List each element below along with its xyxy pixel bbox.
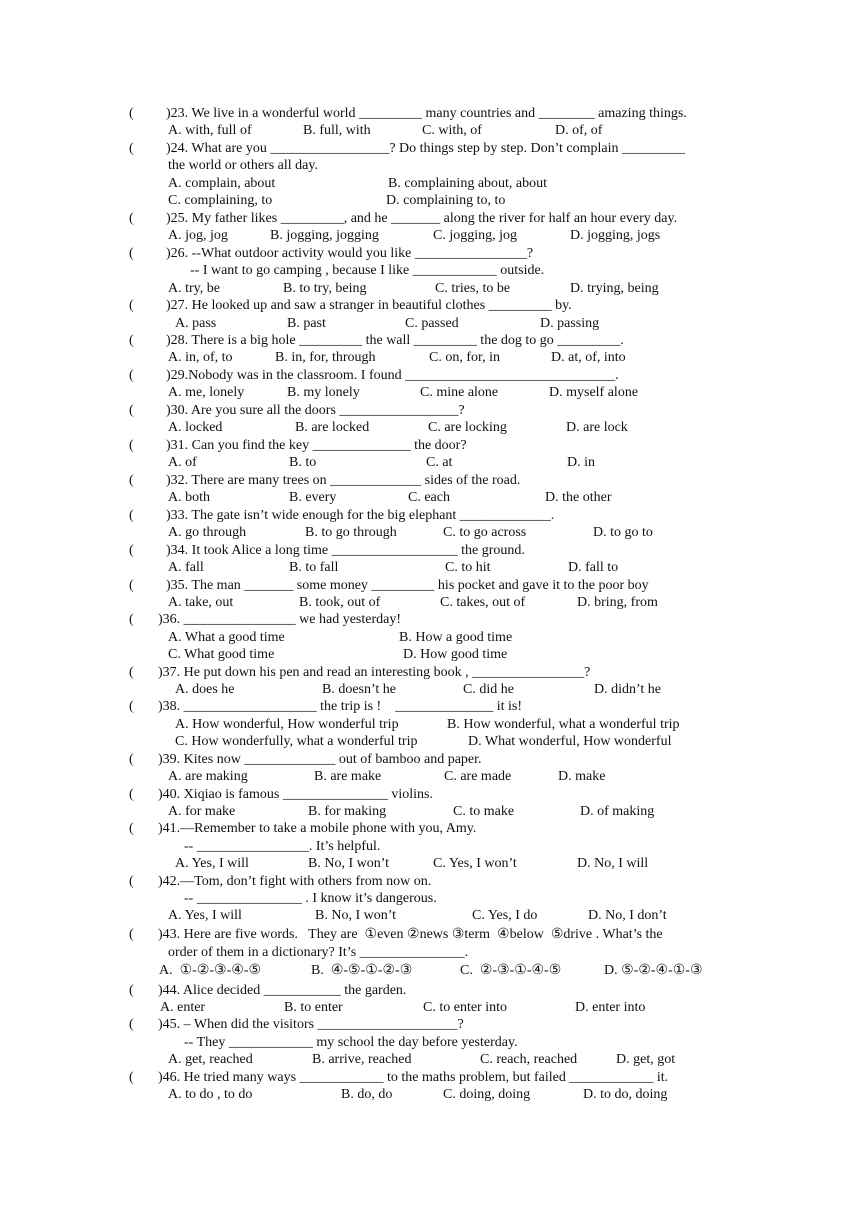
q45-option-b: B. arrive, reached <box>312 1052 412 1067</box>
q42-option-a: A. Yes, I will <box>168 908 242 923</box>
answer-paren: ( <box>129 665 134 680</box>
q43-option-a: A. ①-②-③-④-⑤ <box>159 963 262 978</box>
q38-option-b: B. How wonderful, what a wonderful trip <box>447 717 680 732</box>
q46-option-b: B. do, do <box>341 1087 393 1102</box>
answer-paren: ( <box>129 752 134 767</box>
q39-option-a: A. are making <box>168 769 248 784</box>
question-44-stem: )44. Alice decided ___________ the garden. <box>158 983 407 998</box>
question-45-reply: -- They ____________ my school the day before yesterday. <box>184 1035 518 1050</box>
question-26-reply: -- I want to go camping , because I like ____________ outside. <box>190 263 545 278</box>
q44-option-b: B. to enter <box>284 1000 343 1015</box>
q27-option-a: A. pass <box>175 316 217 331</box>
q31-option-d: D. in <box>567 455 595 470</box>
q33-option-c: C. to go across <box>443 525 527 540</box>
question-34-stem: )34. It took Alice a long time __________________ the ground. <box>166 543 525 558</box>
q36-option-a: A. What a good time <box>168 630 285 645</box>
question-24-stem: )24. What are you _________________? Do things step by step. Don’t complain _________ <box>166 141 685 156</box>
q34-option-a: A. fall <box>168 560 204 575</box>
q24-option-a: A. complain, about <box>168 176 276 191</box>
answer-paren: ( <box>129 1017 134 1032</box>
q30-option-c: C. are locking <box>428 420 507 435</box>
q43-option-b: B. ④-⑤-①-②-③ <box>311 963 413 978</box>
q45-option-d: D. get, got <box>616 1052 676 1067</box>
q27-option-c: C. passed <box>405 316 459 331</box>
q36-option-d: D. How good time <box>403 647 508 662</box>
q33-option-a: A. go through <box>168 525 247 540</box>
q28-option-d: D. at, of, into <box>551 350 626 365</box>
q27-option-b: B. past <box>287 316 326 331</box>
question-37-stem: )37. He put down his pen and read an interesting book , ________________? <box>158 665 591 680</box>
q30-option-a: A. locked <box>168 420 223 435</box>
answer-paren: ( <box>129 983 134 998</box>
q44-option-c: C. to enter into <box>423 1000 507 1015</box>
q37-option-a: A. does he <box>175 682 235 697</box>
answer-paren: ( <box>129 106 134 121</box>
answer-paren: ( <box>129 821 134 836</box>
q45-option-a: A. get, reached <box>168 1052 253 1067</box>
q43-option-d: D. ⑤-②-④-①-③ <box>604 963 703 978</box>
q38-option-d: D. What wonderful, How wonderful <box>468 734 672 749</box>
q44-option-a: A. enter <box>160 1000 206 1015</box>
q23-option-d: D. of, of <box>555 123 603 138</box>
q41-option-c: C. Yes, I won’t <box>433 856 517 871</box>
q29-option-a: A. me, lonely <box>168 385 245 400</box>
q33-option-d: D. to go to <box>593 525 653 540</box>
q32-option-a: A. both <box>168 490 210 505</box>
q36-option-c: C. What good time <box>168 647 275 662</box>
q40-option-d: D. of making <box>580 804 655 819</box>
q41-option-b: B. No, I won’t <box>308 856 390 871</box>
q30-option-d: D. are lock <box>566 420 628 435</box>
question-33-stem: )33. The gate isn’t wide enough for the big elephant _____________. <box>166 508 555 523</box>
q32-option-d: D. the other <box>545 490 612 505</box>
q30-option-b: B. are locked <box>295 420 370 435</box>
q28-option-c: C. on, for, in <box>429 350 500 365</box>
q39-option-b: B. are make <box>314 769 382 784</box>
q35-option-a: A. take, out <box>168 595 234 610</box>
question-42-reply: -- _______________ . I know it’s dangerous. <box>184 891 437 906</box>
q28-option-b: B. in, for, through <box>275 350 376 365</box>
question-25-stem: )25. My father likes _________, and he _______ along the river for half an hour every day. <box>166 211 678 226</box>
q34-option-c: C. to hit <box>445 560 491 575</box>
q26-option-a: A. try, be <box>168 281 220 296</box>
answer-paren: ( <box>129 927 134 942</box>
q39-option-c: C. are made <box>444 769 512 784</box>
answer-paren: ( <box>129 246 134 261</box>
answer-paren: ( <box>129 333 134 348</box>
q34-option-d: D. fall to <box>568 560 619 575</box>
answer-paren: ( <box>129 368 134 383</box>
question-26-stem: )26. --What outdoor activity would you like ________________? <box>166 246 534 261</box>
q25-option-a: A. jog, jog <box>168 228 228 243</box>
q45-option-c: C. reach, reached <box>480 1052 578 1067</box>
q42-option-b: B. No, I won’t <box>315 908 397 923</box>
question-32-stem: )32. There are many trees on _____________ sides of the road. <box>166 473 521 488</box>
question-41-stem: )41.—Remember to take a mobile phone with you, Amy. <box>158 821 477 836</box>
question-40-stem: )40. Xiqiao is famous _______________ violins. <box>158 787 433 802</box>
q29-option-c: C. mine alone <box>420 385 499 400</box>
q37-option-d: D. didn’t he <box>594 682 662 697</box>
question-43-stem: )43. Here are five words. They are ①even ②news ③term ④below ⑤drive . What’s the <box>158 927 663 942</box>
question-41-reply: -- ________________. It’s helpful. <box>184 839 381 854</box>
q40-option-c: C. to make <box>453 804 515 819</box>
q35-option-b: B. took, out of <box>299 595 381 610</box>
question-31-stem: )31. Can you find the key ______________ the door? <box>166 438 467 453</box>
q37-option-c: C. did he <box>463 682 514 697</box>
answer-paren: ( <box>129 699 134 714</box>
question-43-stem-cont: order of them in a dictionary? It’s _______________. <box>168 945 469 960</box>
question-39-stem: )39. Kites now _____________ out of bamboo and paper. <box>158 752 482 767</box>
answer-paren: ( <box>129 438 134 453</box>
q40-option-b: B. for making <box>308 804 387 819</box>
question-35-stem: )35. The man _______ some money _________ his pocket and gave it to the poor boy <box>166 578 649 593</box>
q26-option-b: B. to try, being <box>283 281 367 296</box>
question-23-stem: )23. We live in a wonderful world _________ many countries and ________ amazing things. <box>166 106 687 121</box>
answer-paren: ( <box>129 141 134 156</box>
q26-option-d: D. trying, being <box>570 281 659 296</box>
q32-option-b: B. every <box>289 490 337 505</box>
q24-option-b: B. complaining about, about <box>388 176 548 191</box>
q24-option-d: D. complaining to, to <box>386 193 506 208</box>
answer-paren: ( <box>129 298 134 313</box>
question-38-stem: )38. ___________________ the trip is ! ______________ it is! <box>158 699 522 714</box>
q38-option-c: C. How wonderfully, what a wonderful trip <box>175 734 418 749</box>
q46-option-a: A. to do , to do <box>168 1087 253 1102</box>
q27-option-d: D. passing <box>540 316 600 331</box>
q43-option-c: C. ②-③-①-④-⑤ <box>460 963 562 978</box>
q42-option-c: C. Yes, I do <box>472 908 538 923</box>
q46-option-d: D. to do, doing <box>583 1087 668 1102</box>
q31-option-c: C. at <box>426 455 453 470</box>
q40-option-a: A. for make <box>168 804 236 819</box>
q46-option-c: C. doing, doing <box>443 1087 531 1102</box>
q28-option-a: A. in, of, to <box>168 350 233 365</box>
q44-option-d: D. enter into <box>575 1000 646 1015</box>
question-27-stem: )27. He looked up and saw a stranger in beautiful clothes _________ by. <box>166 298 572 313</box>
q32-option-c: C. each <box>408 490 450 505</box>
answer-paren: ( <box>129 473 134 488</box>
q42-option-d: D. No, I don’t <box>588 908 667 923</box>
q35-option-d: D. bring, from <box>577 595 658 610</box>
q31-option-a: A. of <box>168 455 197 470</box>
q38-option-a: A. How wonderful, How wonderful trip <box>175 717 399 732</box>
answer-paren: ( <box>129 1070 134 1085</box>
question-30-stem: )30. Are you sure all the doors _________________? <box>166 403 465 418</box>
answer-paren: ( <box>129 874 134 889</box>
question-42-stem: )42.—Tom, don’t fight with others from now on. <box>158 874 432 889</box>
q29-option-d: D. myself alone <box>549 385 639 400</box>
q25-option-b: B. jogging, jogging <box>270 228 379 243</box>
answer-paren: ( <box>129 543 134 558</box>
q26-option-c: C. tries, to be <box>435 281 511 296</box>
question-36-stem: )36. ________________ we had yesterday! <box>158 612 402 627</box>
q23-option-a: A. with, full of <box>168 123 252 138</box>
q25-option-c: C. jogging, jog <box>433 228 518 243</box>
q31-option-b: B. to <box>289 455 317 470</box>
question-29-stem: )29.Nobody was in the classroom. I found ______________________________. <box>166 368 619 383</box>
answer-paren: ( <box>129 211 134 226</box>
q23-option-c: C. with, of <box>422 123 482 138</box>
q35-option-c: C. takes, out of <box>440 595 526 610</box>
q29-option-b: B. my lonely <box>287 385 360 400</box>
q33-option-b: B. to go through <box>305 525 397 540</box>
answer-paren: ( <box>129 403 134 418</box>
answer-paren: ( <box>129 508 134 523</box>
q25-option-d: D. jogging, jogs <box>570 228 661 243</box>
question-45-stem: )45. – When did the visitors ____________________? <box>158 1017 464 1032</box>
question-46-stem: )46. He tried many ways ____________ to the maths problem, but failed ____________ it. <box>158 1070 669 1085</box>
q41-option-d: D. No, I will <box>577 856 649 871</box>
q37-option-b: B. doesn’t he <box>322 682 397 697</box>
answer-paren: ( <box>129 787 134 802</box>
q41-option-a: A. Yes, I will <box>175 856 249 871</box>
answer-paren: ( <box>129 612 134 627</box>
q24-option-c: C. complaining, to <box>168 193 273 208</box>
answer-paren: ( <box>129 578 134 593</box>
q34-option-b: B. to fall <box>289 560 339 575</box>
question-28-stem: )28. There is a big hole _________ the wall _________ the dog to go _________. <box>166 333 624 348</box>
question-24-stem-cont: the world or others all day. <box>168 158 318 173</box>
q39-option-d: D. make <box>558 769 606 784</box>
q36-option-b: B. How a good time <box>399 630 513 645</box>
q23-option-b: B. full, with <box>303 123 371 138</box>
